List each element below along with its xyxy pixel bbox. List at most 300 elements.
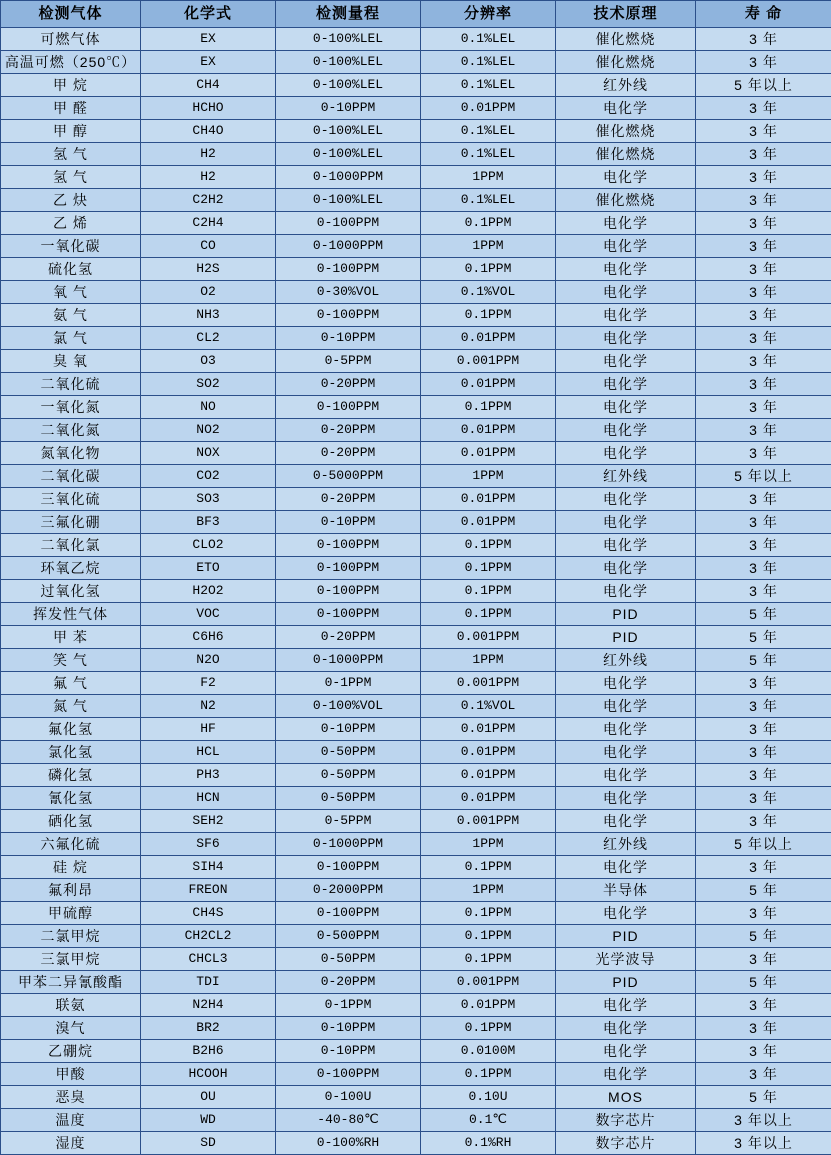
- cell-range: 0-100PPM: [276, 258, 421, 281]
- cell-formula: CLO2: [141, 534, 276, 557]
- cell-range: 0-50PPM: [276, 764, 421, 787]
- cell-resolution: 0.1PPM: [421, 534, 556, 557]
- cell-principle: 电化学: [556, 810, 696, 833]
- cell-range: 0-10PPM: [276, 1040, 421, 1063]
- table-row: [1, 902, 831, 925]
- cell-formula: H2: [141, 143, 276, 166]
- cell-resolution: 0.01PPM: [421, 488, 556, 511]
- cell-resolution: 0.1PPM: [421, 304, 556, 327]
- cell-resolution: 1PPM: [421, 833, 556, 856]
- table-row: [1, 396, 831, 419]
- cell-range: 0-10PPM: [276, 327, 421, 350]
- cell-range: 0-10PPM: [276, 1017, 421, 1040]
- cell-resolution: 1PPM: [421, 649, 556, 672]
- cell-resolution: 0.01PPM: [421, 994, 556, 1017]
- table-row: [1, 51, 831, 74]
- table-row: [1, 718, 831, 741]
- cell-gas-name: 二氧化氮: [1, 419, 141, 442]
- cell-formula: WD: [141, 1109, 276, 1132]
- cell-formula: C2H4: [141, 212, 276, 235]
- cell-gas-name: 氟化氢: [1, 718, 141, 741]
- cell-range: 0-5000PPM: [276, 465, 421, 488]
- cell-lifetime: 3 年: [696, 442, 831, 465]
- table-row: [1, 603, 831, 626]
- cell-resolution: 0.1PPM: [421, 948, 556, 971]
- cell-resolution: 0.01PPM: [421, 373, 556, 396]
- cell-range: 0-100PPM: [276, 603, 421, 626]
- cell-gas-name: 硅 烷: [1, 856, 141, 879]
- cell-lifetime: 3 年以上: [696, 1132, 831, 1155]
- cell-range: 0-100PPM: [276, 212, 421, 235]
- table-row: [1, 580, 831, 603]
- cell-resolution: 0.1%LEL: [421, 189, 556, 212]
- cell-resolution: 0.1PPM: [421, 925, 556, 948]
- cell-formula: NH3: [141, 304, 276, 327]
- cell-lifetime: 3 年: [696, 718, 831, 741]
- cell-principle: 催化燃烧: [556, 28, 696, 51]
- table-row: [1, 626, 831, 649]
- table-row: [1, 534, 831, 557]
- cell-formula: BR2: [141, 1017, 276, 1040]
- cell-resolution: 0.10U: [421, 1086, 556, 1109]
- cell-formula: C6H6: [141, 626, 276, 649]
- cell-formula: PH3: [141, 764, 276, 787]
- cell-range: 0-20PPM: [276, 442, 421, 465]
- cell-formula: SO2: [141, 373, 276, 396]
- cell-gas-name: 二氯甲烷: [1, 925, 141, 948]
- cell-formula: N2H4: [141, 994, 276, 1017]
- table-row: [1, 764, 831, 787]
- cell-principle: 电化学: [556, 994, 696, 1017]
- cell-formula: BF3: [141, 511, 276, 534]
- cell-principle: 电化学: [556, 902, 696, 925]
- cell-resolution: 0.1%RH: [421, 1132, 556, 1155]
- cell-range: 0-100%LEL: [276, 189, 421, 212]
- cell-resolution: 0.1PPM: [421, 1017, 556, 1040]
- cell-resolution: 0.01PPM: [421, 442, 556, 465]
- table-row: [1, 166, 831, 189]
- cell-gas-name: 甲 醇: [1, 120, 141, 143]
- table-row: [1, 488, 831, 511]
- cell-range: -40-80℃: [276, 1109, 421, 1132]
- cell-principle: PID: [556, 603, 696, 626]
- cell-principle: 电化学: [556, 281, 696, 304]
- cell-lifetime: 3 年: [696, 902, 831, 925]
- cell-formula: HCN: [141, 787, 276, 810]
- cell-lifetime: 3 年: [696, 143, 831, 166]
- cell-principle: 电化学: [556, 695, 696, 718]
- cell-lifetime: 3 年: [696, 764, 831, 787]
- table-row: [1, 925, 831, 948]
- cell-gas-name: 硫化氢: [1, 258, 141, 281]
- cell-formula: O2: [141, 281, 276, 304]
- cell-lifetime: 5 年: [696, 879, 831, 902]
- cell-principle: 数字芯片: [556, 1109, 696, 1132]
- cell-lifetime: 3 年: [696, 695, 831, 718]
- column-header-gas-name: 检测气体: [1, 1, 141, 28]
- cell-formula: C2H2: [141, 189, 276, 212]
- cell-range: 0-100PPM: [276, 534, 421, 557]
- cell-principle: 电化学: [556, 1040, 696, 1063]
- cell-gas-name: 臭 氧: [1, 350, 141, 373]
- table-row: [1, 810, 831, 833]
- cell-gas-name: 三氯甲烷: [1, 948, 141, 971]
- cell-gas-name: 二氧化氯: [1, 534, 141, 557]
- cell-gas-name: 磷化氢: [1, 764, 141, 787]
- cell-formula: OU: [141, 1086, 276, 1109]
- cell-formula: SO3: [141, 488, 276, 511]
- cell-lifetime: 3 年: [696, 51, 831, 74]
- cell-formula: H2: [141, 166, 276, 189]
- cell-principle: 电化学: [556, 488, 696, 511]
- cell-range: 0-50PPM: [276, 787, 421, 810]
- cell-formula: CH4O: [141, 120, 276, 143]
- cell-principle: 电化学: [556, 1063, 696, 1086]
- cell-gas-name: 甲 苯: [1, 626, 141, 649]
- cell-principle: 电化学: [556, 534, 696, 557]
- cell-principle: 电化学: [556, 212, 696, 235]
- cell-gas-name: 二氧化碳: [1, 465, 141, 488]
- cell-lifetime: 3 年以上: [696, 1109, 831, 1132]
- table-row: [1, 189, 831, 212]
- cell-lifetime: 3 年: [696, 856, 831, 879]
- cell-formula: CH4S: [141, 902, 276, 925]
- cell-lifetime: 3 年: [696, 1040, 831, 1063]
- cell-formula: F2: [141, 672, 276, 695]
- table-row: [1, 948, 831, 971]
- cell-principle: 电化学: [556, 327, 696, 350]
- cell-formula: EX: [141, 51, 276, 74]
- cell-lifetime: 5 年: [696, 626, 831, 649]
- cell-range: 0-100%RH: [276, 1132, 421, 1155]
- cell-formula: EX: [141, 28, 276, 51]
- table-row: [1, 304, 831, 327]
- cell-gas-name: 氮氧化物: [1, 442, 141, 465]
- cell-range: 0-500PPM: [276, 925, 421, 948]
- cell-range: 0-100%VOL: [276, 695, 421, 718]
- cell-principle: 电化学: [556, 396, 696, 419]
- cell-lifetime: 3 年: [696, 120, 831, 143]
- cell-lifetime: 5 年: [696, 649, 831, 672]
- cell-formula: H2O2: [141, 580, 276, 603]
- cell-gas-name: 硒化氢: [1, 810, 141, 833]
- table-row: [1, 1086, 831, 1109]
- cell-principle: 催化燃烧: [556, 143, 696, 166]
- cell-gas-name: 挥发性气体: [1, 603, 141, 626]
- table-row: [1, 994, 831, 1017]
- cell-principle: 催化燃烧: [556, 51, 696, 74]
- cell-principle: 红外线: [556, 649, 696, 672]
- cell-formula: NO2: [141, 419, 276, 442]
- cell-gas-name: 过氧化氢: [1, 580, 141, 603]
- cell-lifetime: 3 年: [696, 235, 831, 258]
- cell-principle: 催化燃烧: [556, 189, 696, 212]
- cell-formula: SF6: [141, 833, 276, 856]
- table-row: [1, 281, 831, 304]
- column-header-resolution: 分辨率: [421, 1, 556, 28]
- cell-lifetime: 3 年: [696, 373, 831, 396]
- table-row: [1, 971, 831, 994]
- cell-range: 0-2000PPM: [276, 879, 421, 902]
- table-row: [1, 557, 831, 580]
- cell-resolution: 0.001PPM: [421, 971, 556, 994]
- cell-range: 0-1000PPM: [276, 235, 421, 258]
- cell-lifetime: 3 年: [696, 304, 831, 327]
- cell-resolution: 0.1PPM: [421, 212, 556, 235]
- cell-gas-name: 一氧化氮: [1, 396, 141, 419]
- table-row: [1, 695, 831, 718]
- cell-resolution: 0.0100M: [421, 1040, 556, 1063]
- cell-resolution: 0.1PPM: [421, 258, 556, 281]
- cell-range: 0-1000PPM: [276, 833, 421, 856]
- cell-resolution: 0.1%VOL: [421, 281, 556, 304]
- cell-range: 0-100PPM: [276, 557, 421, 580]
- cell-range: 0-10PPM: [276, 511, 421, 534]
- cell-lifetime: 3 年: [696, 1017, 831, 1040]
- cell-resolution: 0.1%LEL: [421, 74, 556, 97]
- cell-principle: 电化学: [556, 718, 696, 741]
- table-row: [1, 120, 831, 143]
- cell-lifetime: 5 年: [696, 603, 831, 626]
- table-row: [1, 212, 831, 235]
- cell-range: 0-100%LEL: [276, 51, 421, 74]
- cell-resolution: 0.1℃: [421, 1109, 556, 1132]
- table-row: [1, 97, 831, 120]
- cell-principle: 红外线: [556, 465, 696, 488]
- cell-resolution: 0.1PPM: [421, 557, 556, 580]
- cell-gas-name: 氧 气: [1, 281, 141, 304]
- cell-range: 0-100PPM: [276, 902, 421, 925]
- cell-lifetime: 3 年: [696, 810, 831, 833]
- cell-range: 0-30%VOL: [276, 281, 421, 304]
- cell-formula: VOC: [141, 603, 276, 626]
- table-row: [1, 1132, 831, 1155]
- cell-range: 0-1000PPM: [276, 166, 421, 189]
- cell-resolution: 0.01PPM: [421, 419, 556, 442]
- cell-resolution: 0.1%VOL: [421, 695, 556, 718]
- cell-range: 0-100PPM: [276, 304, 421, 327]
- cell-gas-name: 氮 气: [1, 695, 141, 718]
- cell-resolution: 0.01PPM: [421, 764, 556, 787]
- cell-range: 0-100%LEL: [276, 28, 421, 51]
- cell-resolution: 0.01PPM: [421, 511, 556, 534]
- cell-lifetime: 3 年: [696, 994, 831, 1017]
- cell-range: 0-5PPM: [276, 810, 421, 833]
- cell-principle: 电化学: [556, 787, 696, 810]
- cell-range: 0-100PPM: [276, 580, 421, 603]
- cell-range: 0-100%LEL: [276, 143, 421, 166]
- table-row: [1, 511, 831, 534]
- cell-principle: 电化学: [556, 856, 696, 879]
- table-row: [1, 235, 831, 258]
- table-header: [1, 1, 831, 28]
- cell-gas-name: 甲苯二异氰酸酯: [1, 971, 141, 994]
- cell-lifetime: 3 年: [696, 741, 831, 764]
- cell-gas-name: 氯化氢: [1, 741, 141, 764]
- cell-formula: CH4: [141, 74, 276, 97]
- cell-gas-name: 氨 气: [1, 304, 141, 327]
- cell-resolution: 1PPM: [421, 166, 556, 189]
- table-row: [1, 856, 831, 879]
- column-header-range: 检测量程: [276, 1, 421, 28]
- cell-lifetime: 5 年以上: [696, 833, 831, 856]
- cell-range: 0-1PPM: [276, 994, 421, 1017]
- cell-lifetime: 3 年: [696, 166, 831, 189]
- cell-resolution: 0.1PPM: [421, 902, 556, 925]
- cell-principle: PID: [556, 925, 696, 948]
- cell-formula: O3: [141, 350, 276, 373]
- cell-resolution: 0.01PPM: [421, 718, 556, 741]
- cell-principle: 电化学: [556, 672, 696, 695]
- cell-range: 0-5PPM: [276, 350, 421, 373]
- cell-principle: 电化学: [556, 235, 696, 258]
- cell-range: 0-20PPM: [276, 419, 421, 442]
- cell-gas-name: 一氧化碳: [1, 235, 141, 258]
- cell-gas-name: 可燃气体: [1, 28, 141, 51]
- cell-formula: NO: [141, 396, 276, 419]
- cell-resolution: 0.1PPM: [421, 603, 556, 626]
- table-row: [1, 787, 831, 810]
- cell-resolution: 1PPM: [421, 879, 556, 902]
- cell-principle: 电化学: [556, 557, 696, 580]
- cell-lifetime: 3 年: [696, 258, 831, 281]
- cell-gas-name: 高温可燃（250℃）: [1, 51, 141, 74]
- table-row: [1, 373, 831, 396]
- cell-resolution: 0.01PPM: [421, 741, 556, 764]
- cell-resolution: 0.001PPM: [421, 672, 556, 695]
- cell-gas-name: 甲硫醇: [1, 902, 141, 925]
- table-row: [1, 1017, 831, 1040]
- cell-gas-name: 氯 气: [1, 327, 141, 350]
- cell-principle: 电化学: [556, 373, 696, 396]
- cell-lifetime: 5 年: [696, 971, 831, 994]
- cell-gas-name: 甲 烷: [1, 74, 141, 97]
- cell-gas-name: 氟利昂: [1, 879, 141, 902]
- cell-range: 0-1PPM: [276, 672, 421, 695]
- cell-formula: SEH2: [141, 810, 276, 833]
- cell-principle: 电化学: [556, 580, 696, 603]
- cell-formula: CHCL3: [141, 948, 276, 971]
- cell-principle: 电化学: [556, 442, 696, 465]
- cell-formula: CO: [141, 235, 276, 258]
- cell-lifetime: 3 年: [696, 396, 831, 419]
- cell-principle: 电化学: [556, 258, 696, 281]
- cell-range: 0-10PPM: [276, 718, 421, 741]
- cell-formula: N2O: [141, 649, 276, 672]
- cell-formula: B2H6: [141, 1040, 276, 1063]
- cell-principle: 电化学: [556, 419, 696, 442]
- table-header-row: [1, 1, 831, 28]
- cell-range: 0-100PPM: [276, 856, 421, 879]
- cell-lifetime: 3 年: [696, 281, 831, 304]
- cell-resolution: 0.1%LEL: [421, 28, 556, 51]
- table-row: [1, 442, 831, 465]
- table-row: [1, 327, 831, 350]
- cell-principle: 光学波导: [556, 948, 696, 971]
- table-row: [1, 1109, 831, 1132]
- cell-formula: HF: [141, 718, 276, 741]
- cell-lifetime: 3 年: [696, 350, 831, 373]
- cell-resolution: 0.001PPM: [421, 350, 556, 373]
- cell-range: 0-10PPM: [276, 97, 421, 120]
- cell-range: 0-20PPM: [276, 971, 421, 994]
- cell-principle: 电化学: [556, 304, 696, 327]
- cell-lifetime: 3 年: [696, 419, 831, 442]
- column-header-lifetime: 寿 命: [696, 1, 831, 28]
- table-row: [1, 649, 831, 672]
- cell-resolution: 0.001PPM: [421, 810, 556, 833]
- cell-lifetime: 3 年: [696, 488, 831, 511]
- cell-gas-name: 三氧化硫: [1, 488, 141, 511]
- cell-gas-name: 恶臭: [1, 1086, 141, 1109]
- cell-resolution: 0.01PPM: [421, 327, 556, 350]
- cell-principle: 红外线: [556, 74, 696, 97]
- cell-gas-name: 乙 烯: [1, 212, 141, 235]
- cell-range: 0-100PPM: [276, 396, 421, 419]
- cell-gas-name: 氢 气: [1, 166, 141, 189]
- cell-resolution: 1PPM: [421, 235, 556, 258]
- table-row: [1, 258, 831, 281]
- cell-lifetime: 5 年以上: [696, 74, 831, 97]
- cell-lifetime: 3 年: [696, 212, 831, 235]
- cell-principle: PID: [556, 971, 696, 994]
- cell-resolution: 0.1PPM: [421, 1063, 556, 1086]
- cell-gas-name: 二氧化硫: [1, 373, 141, 396]
- cell-lifetime: 5 年: [696, 1086, 831, 1109]
- cell-gas-name: 乙硼烷: [1, 1040, 141, 1063]
- cell-lifetime: 3 年: [696, 97, 831, 120]
- table-row: [1, 28, 831, 51]
- cell-range: 0-20PPM: [276, 373, 421, 396]
- table-row: [1, 1040, 831, 1063]
- cell-range: 0-20PPM: [276, 626, 421, 649]
- cell-resolution: 0.01PPM: [421, 787, 556, 810]
- cell-principle: 电化学: [556, 166, 696, 189]
- table-row: [1, 350, 831, 373]
- cell-lifetime: 3 年: [696, 787, 831, 810]
- cell-principle: 半导体: [556, 879, 696, 902]
- cell-range: 0-50PPM: [276, 948, 421, 971]
- cell-lifetime: 5 年以上: [696, 465, 831, 488]
- cell-principle: 电化学: [556, 741, 696, 764]
- table-row: [1, 672, 831, 695]
- cell-lifetime: 5 年: [696, 925, 831, 948]
- cell-formula: CH2CL2: [141, 925, 276, 948]
- cell-gas-name: 湿度: [1, 1132, 141, 1155]
- cell-resolution: 0.1%LEL: [421, 120, 556, 143]
- cell-resolution: 0.001PPM: [421, 626, 556, 649]
- cell-principle: 电化学: [556, 764, 696, 787]
- cell-resolution: 0.1%LEL: [421, 143, 556, 166]
- cell-formula: NOX: [141, 442, 276, 465]
- cell-resolution: 0.1%LEL: [421, 51, 556, 74]
- column-header-principle: 技术原理: [556, 1, 696, 28]
- cell-lifetime: 3 年: [696, 672, 831, 695]
- cell-gas-name: 环氧乙烷: [1, 557, 141, 580]
- cell-lifetime: 3 年: [696, 534, 831, 557]
- cell-formula: N2: [141, 695, 276, 718]
- cell-lifetime: 3 年: [696, 580, 831, 603]
- cell-range: 0-100PPM: [276, 1063, 421, 1086]
- cell-formula: CL2: [141, 327, 276, 350]
- cell-gas-name: 联氨: [1, 994, 141, 1017]
- cell-formula: H2S: [141, 258, 276, 281]
- table-row: [1, 833, 831, 856]
- cell-lifetime: 3 年: [696, 557, 831, 580]
- cell-principle: 电化学: [556, 350, 696, 373]
- cell-formula: HCHO: [141, 97, 276, 120]
- cell-resolution: 0.1PPM: [421, 856, 556, 879]
